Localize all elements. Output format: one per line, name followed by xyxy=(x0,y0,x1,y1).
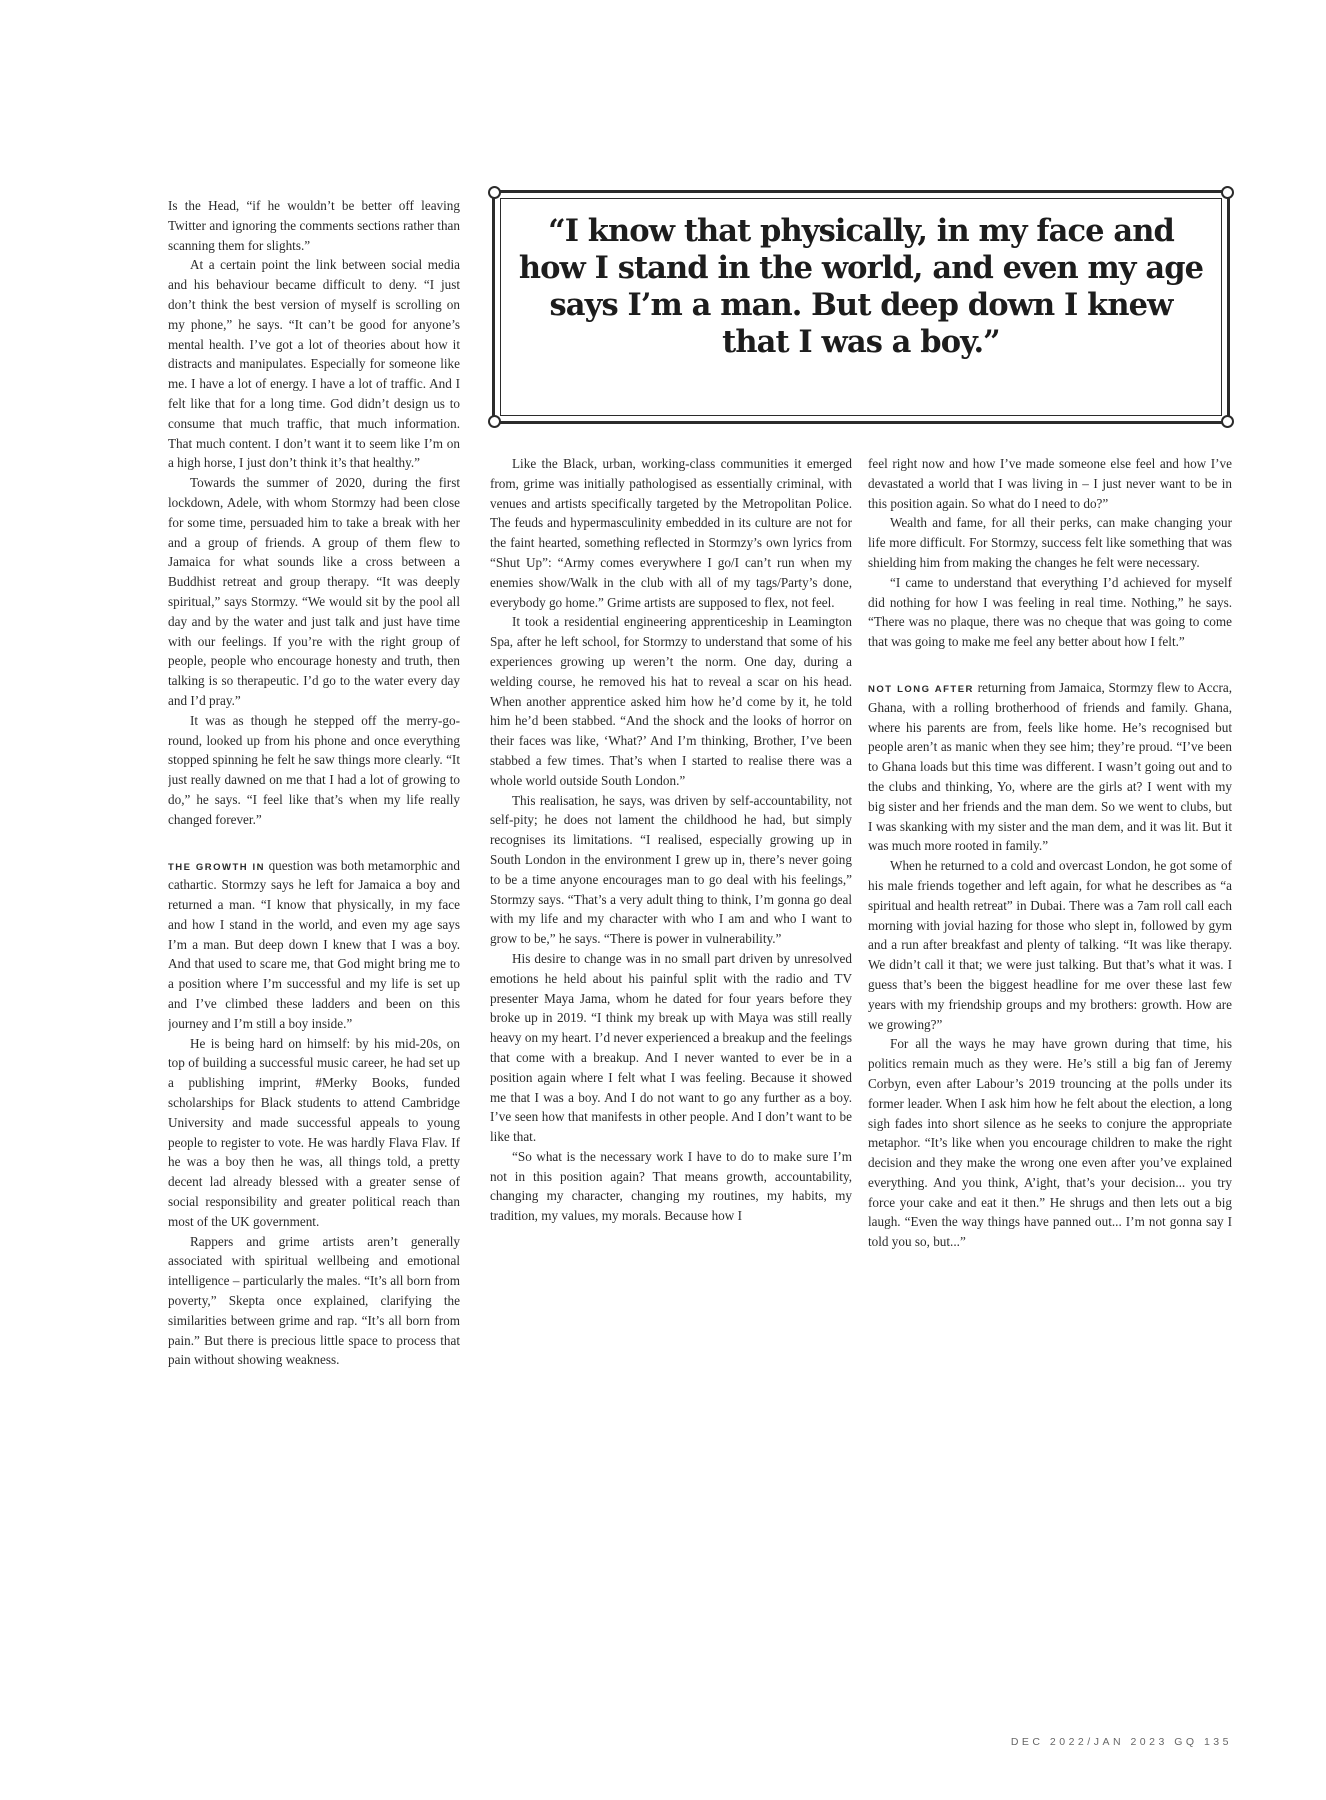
article-column-2 xyxy=(490,454,852,1658)
paragraph-text: returning from Jamaica, Stormzy flew to Accra, Ghana, with a rolling brotherhood of friends and family. Ghana, where his parents are from, feels like home. He’s recognised but people aren’t as manic when they see him; they’re proud. “I’ve been to Ghana loads but this time was different. I wasn’t going out and to the clubs and thinking, Yo, where are the girls at? I went with my big sister and her friends and the man dem. So we went to clubs, but I was skanking with my sister and the man dem, and it was lit. But it was much more rooted in family.” xyxy=(868,679,1232,854)
frame-corner-ornament xyxy=(488,415,501,428)
section-lead-in: NOT LONG AFTER xyxy=(868,683,974,695)
paragraph: When he returned to a cold and overcast London, he got some of his male friends together and left again, for what he describes as “a spiritual and health retreat” in Dubai. There was a 7am roll call each morning with jovial hazing for those who slept in, followed by gym and a run after breakfast and plenty of talking. “It was like therapy. We didn’t call it that; we were just talking. But that’s what it was. I guess that’s been the biggest headline for me over these last few years with my friendship groups and my brothers: growth. How are we growing?” xyxy=(868,858,1232,1032)
pull-quote-box xyxy=(492,190,1230,424)
section-paragraph xyxy=(168,856,460,1034)
paragraph: For all the ways he may have grown during that time, his politics remain much as they were. He’s still a big fan of Jeremy Corbyn, even after Labour’s 2019 trouncing at the polls under its former leader. When I ask him how he felt about the election, a long sigh fades into short silence as he seeks to conjure the appropriate metaphor. “It’s like when you encourage children to make the right decision and they make the wrong one even after you’ve explained everything. And you think, A’ight, that’s your decision... you try force your cake and eat it then.” He shrugs and then lets out a big laugh. “Even the way things have panned out... I’m not gonna say I told you so, but...” xyxy=(868,1036,1232,1250)
section-paragraph xyxy=(868,678,1232,856)
page-folio: DEC 2022/JAN 2023 GQ 135 xyxy=(1010,1736,1232,1748)
paragraph-text: question was both metamorphic and cathartic. Stormzy says he left for Jamaica a boy and returned a man. “I know that physically, in my face and how I stand in the world, and even my age says I’m a man. But deep down I knew that I was a boy. And that used to scare me, that God might bring me to a position where I’m successful and my life is set up and I’ve climbed these ladders and been on this journey and I’m still a boy inside.” xyxy=(168,857,460,1031)
frame-corner-ornament xyxy=(1221,186,1234,199)
paragraph: Wealth and fame, for all their perks, can make changing your life more difficult. For Stormzy, success felt like something that was shielding him from making the changes he felt were necessary. xyxy=(868,515,1232,570)
paragraph: His desire to change was in no small part driven by unresolved emotions he held about his painful split with the radio and TV presenter Maya Jama, whom he dated for four years before they broke up in 2019. “I think my break up with Maya was still really heavy on my heart. I’d never experienced a breakup and the feelings that come with a breakup. And I never wanted to ever be in a position again where I felt what I was feeling. Because it showed me that I was a boy. And I do not want to go any further as a boy. I’ve seen how that manifests in other people. And I don’t want to be like that. xyxy=(490,950,852,1145)
frame-corner-ornament xyxy=(1221,415,1234,428)
paragraph: Is the Head, “if he wouldn’t be better off leaving Twitter and ignoring the comments sections rather than scanning them for slights.” xyxy=(168,198,460,253)
pull-quote: “I know that physically, in my face and how I stand in the world, and even my age says I’m a man. But deep down I knew that I was a boy.” xyxy=(518,213,1204,360)
paragraph: Towards the summer of 2020, during the first lockdown, Adele, with whom Stormzy had been close for some time, persuaded him to take a break with her and a group of friends. A group of them flew to Jamaica for what sounds like a cross between a Buddhist retreat and group therapy. “It was deeply spiritual,” says Stormzy. “We would sit by the pool all day and by the water and just talk and just have time with our feelings. If you’re with the right group of people, people who encourage honesty and truth, then talking is so therapeutic. I’d go to the water every day and I’d pray.” xyxy=(168,475,460,708)
paragraph: He is being hard on himself: by his mid-20s, on top of building a successful music career, he had set up a publishing imprint, #Merky Books, funded scholarships for Black students to attend Cambridge University and made successful appeals to young people to register to vote. He was hardly Flava Flav. If he was a boy then he was, all things told, a pretty decent lad already blessed with a greater sense of social responsibility and greater political reach than most of the UK government. xyxy=(168,1035,460,1229)
paragraph: “So what is the necessary work I have to do to make sure I’m not in this position again? That means growth, accountability, changing my character, changing my routines, my habits, my tradition, my values, my morals. Because how I xyxy=(490,1148,852,1224)
frame-corner-ornament xyxy=(488,186,501,199)
article-column-3 xyxy=(868,454,1232,1658)
paragraph: It was as though he stepped off the merry-go-round, looked up from his phone and once everything stopped spinning he felt he saw things more clearly. “It just really dawned on me that I had a lot of growing to do,” he says. “I feel like that’s when my life really changed forever.” xyxy=(168,712,460,827)
paragraph: At a certain point the link between social media and his behaviour became difficult to deny. “I just don’t think the best version of myself is scrolling on my phone,” he says. “It can’t be good for anyone’s mental health. I’ve got a lot of theories about how it distracts and manipulates. Especially for someone like me. I have a lot of energy. I have a lot of traffic. And I felt like that for a long time. God didn’t design us to consume that much traffic, that much information. That much content. I don’t want it to seem like I’m on a high horse, I just don’t think it’s that healthy.” xyxy=(168,257,460,471)
paragraph: This realisation, he says, was driven by self-accountability, not self-pity; he does not lament the childhood he had, but simply recognises its limitations. “I realised, especially growing up in South London in the environment I grew up in, there’s never going to be a time anyone encourages man to go deal with his feelings,” Stormzy says. “That’s a very adult thing to think, I’m gonna go deal with my life and my character with who I am and who I want to grow to be,” he says. “There is power in vulnerability.” xyxy=(490,792,852,947)
article-column-1 xyxy=(168,196,460,1658)
section-lead-in: THE GROWTH IN xyxy=(168,861,266,873)
paragraph: “I came to understand that everything I’d achieved for myself did nothing for how I was feeling in real time. Nothing,” he says. “There was no plaque, there was no cheque that was going to come that was going to make me feel any better about how I felt.” xyxy=(868,574,1232,650)
paragraph: Rappers and grime artists aren’t generally associated with spiritual wellbeing and emotional intelligence – particularly the males. “It’s all born from poverty,” Skepta once explained, clarifying the similarities between grime and rap. “It’s all born from pain.” But there is precious little space to process that pain without showing weakness. xyxy=(168,1233,460,1368)
paragraph: It took a residential engineering apprenticeship in Leamington Spa, after he left school, for Stormzy to understand that some of his experiences growing up weren’t the norm. One day, during a welding course, he removed his hat to reveal a scar on his head. When another apprentice asked him how he’d come by it, he told him he’d been stabbed. “And the shock and the looks of horror on their faces was like, ‘What?’ And I’m thinking, Brother, I’ve been stabbed a few times. That’s when I started to realise there was a whole world outside South London.” xyxy=(490,614,852,788)
paragraph: Like the Black, urban, working-class communities it emerged from, grime was initially pathologised as essentially criminal, with venues and artists specifically targeted by the Metropolitan Police. The feuds and hypermasculinity embedded in its culture are not for the faint hearted, something reflected in Stormzy’s own lyrics from “Shut Up”: “Army comes everywhere I go/I can’t run when my enemies show/Walk in the club with all of my tags/Party’s done, everybody go home.” Grime artists are supposed to flex, not feel. xyxy=(490,456,852,610)
paragraph: feel right now and how I’ve made someone else feel and how I’ve devastated a world that I was living in – I just never want to be in this position again. So what do I need to do?” xyxy=(868,456,1232,511)
